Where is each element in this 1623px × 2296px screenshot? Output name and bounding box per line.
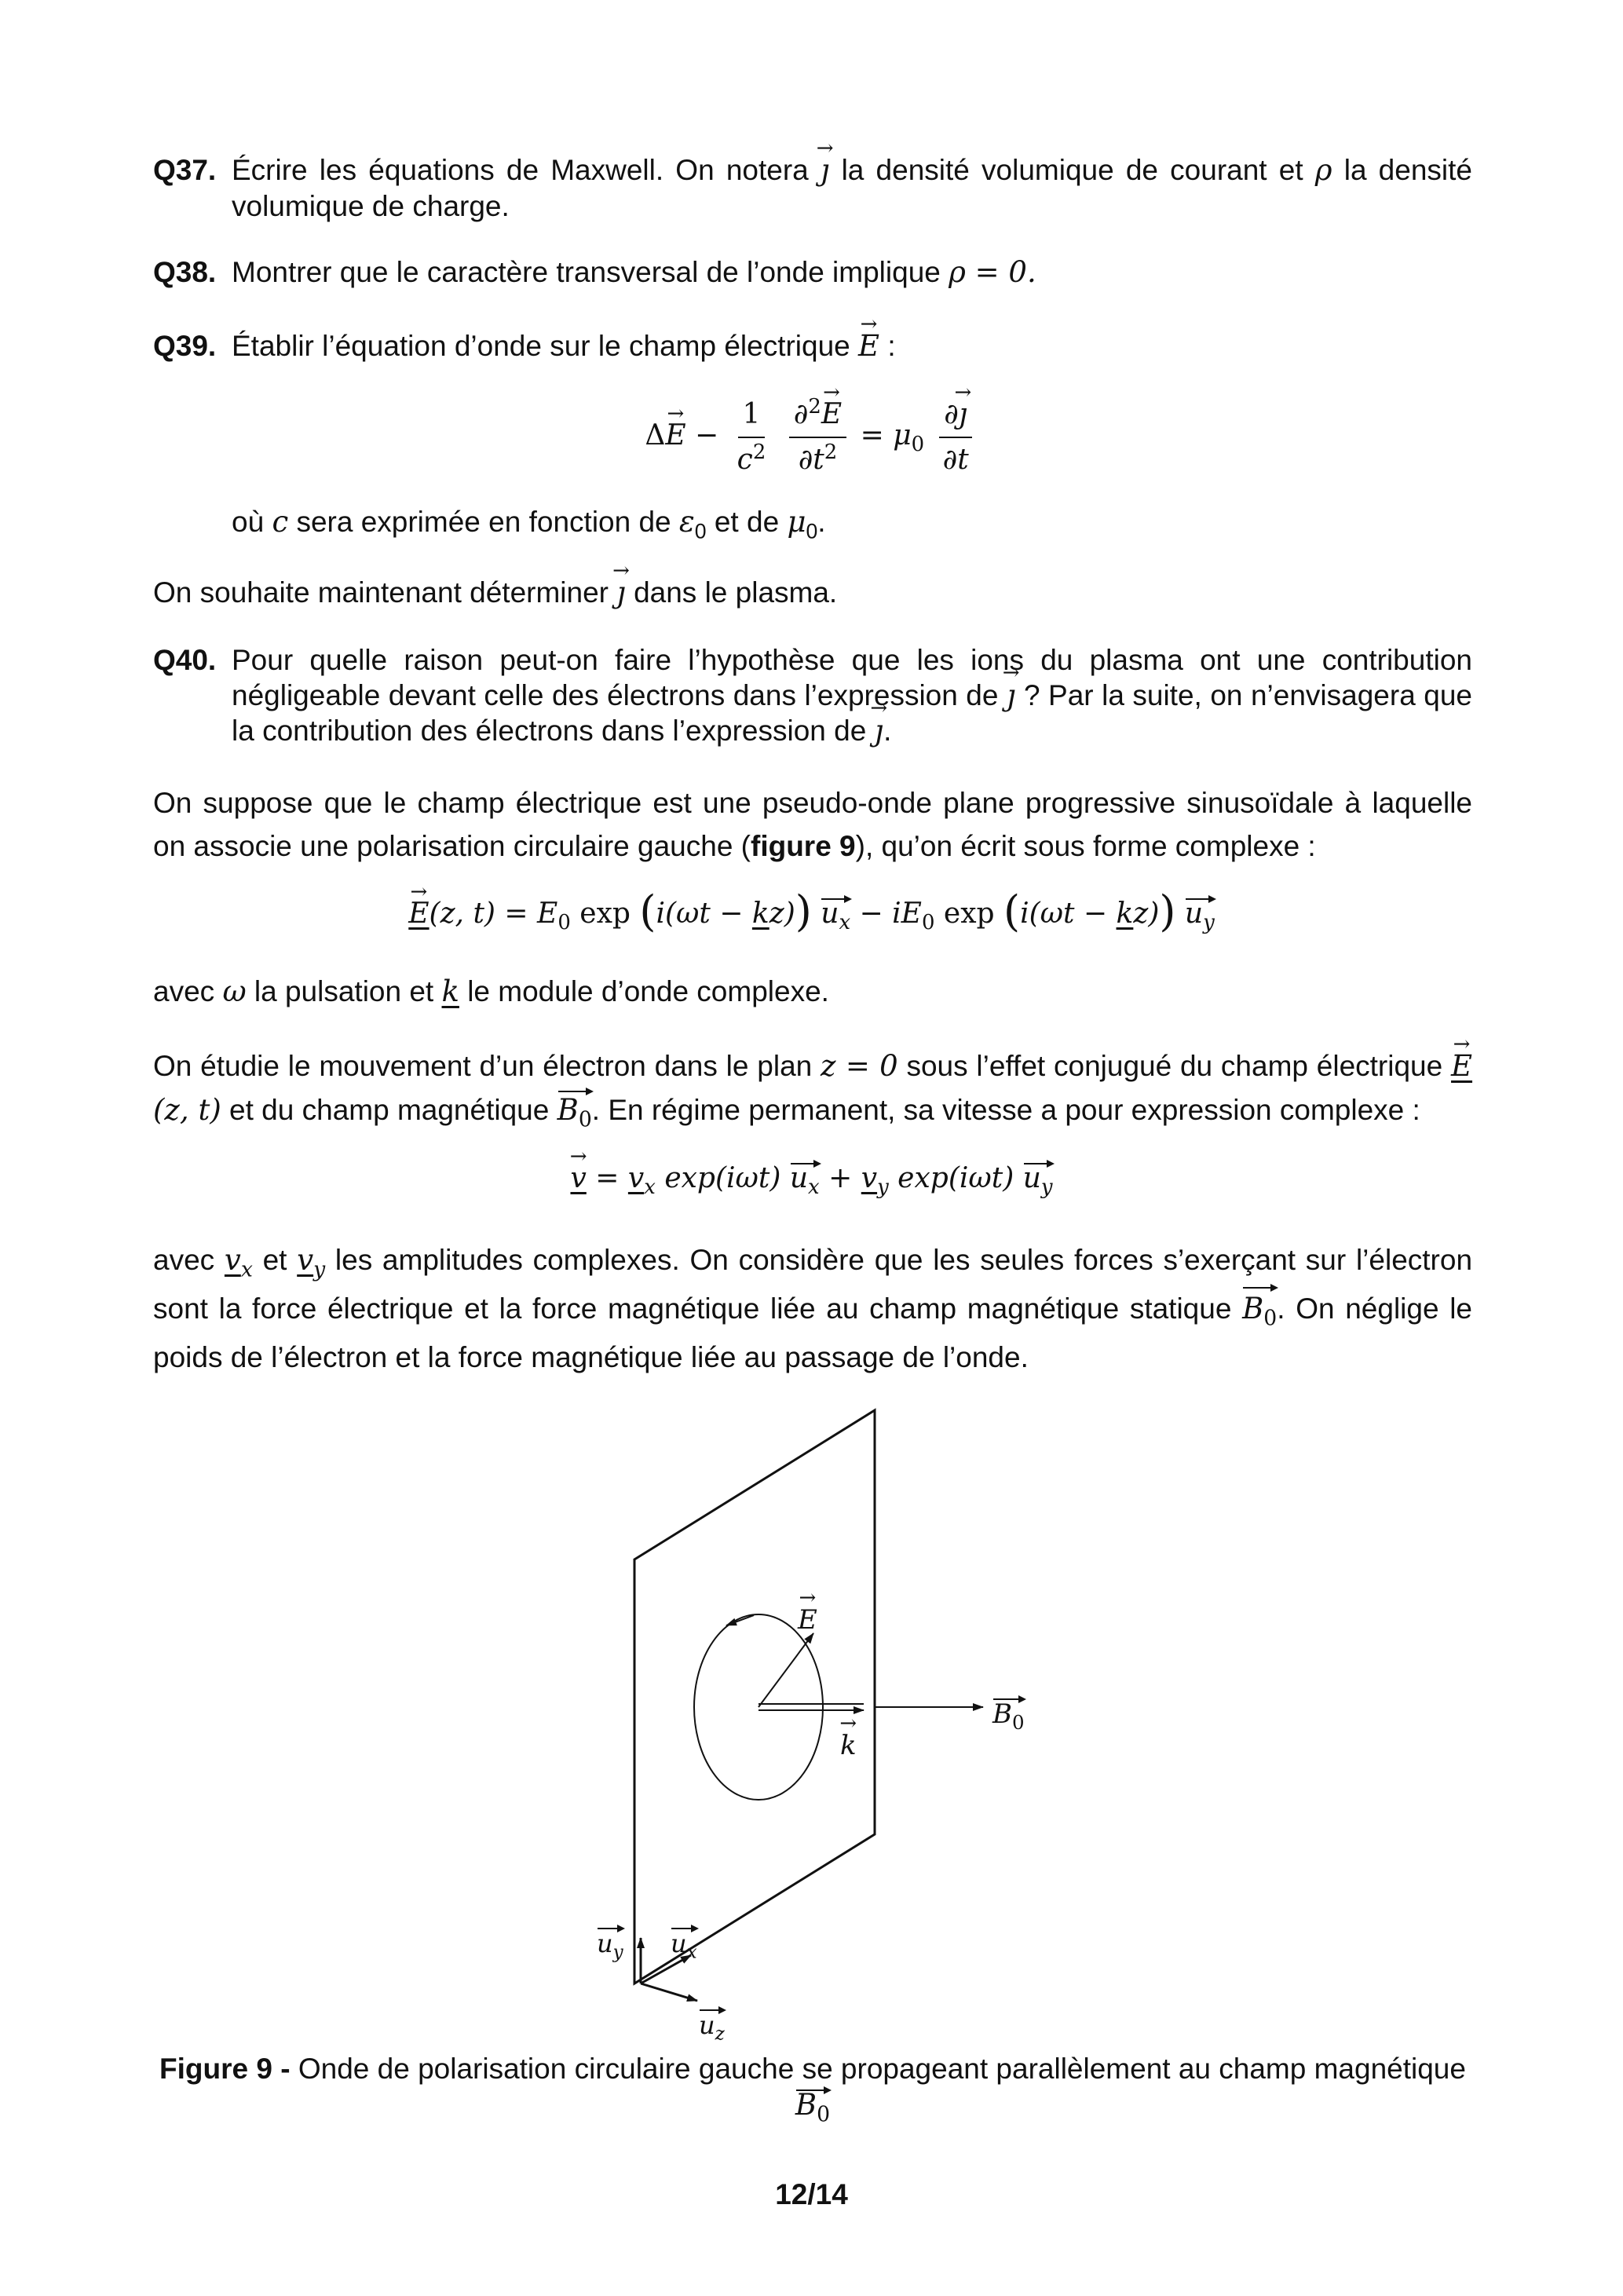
- q39-where-line: où c sera exprimée en fonction de $\varepsilon_0$ et de $\mu_0$.: [232, 505, 826, 543]
- label-b0: $B_0$: [992, 1696, 1025, 1732]
- rho-zero-formula: ρ = 0.: [949, 255, 1036, 289]
- rotation-arrow: [726, 1615, 754, 1625]
- electric-field-symbol: E →: [858, 328, 879, 364]
- velocity-equation: v → = $v_x$ exp(iωt) $u_x + v_y$ exp(iωt) $u_y$: [0, 1161, 1623, 1197]
- current-density-symbol: ȷ →: [821, 152, 829, 188]
- question-number: Q40.: [153, 644, 217, 676]
- label-uy: $u_y$: [597, 1925, 623, 1961]
- figure-caption: Figure 9 - Onde de polarisation circulaire gauche se propageant parallèlement au champ magnétique $B_0$: [159, 2053, 1466, 2127]
- question-number: Q39.: [153, 330, 217, 362]
- axis-uz: [641, 1983, 697, 2001]
- figure-reference: figure 9: [751, 830, 856, 862]
- fraction-d2E-dt2: $\frac{\partial^2E \to}{\partial t^2}$: [789, 396, 846, 479]
- question-text: Écrire les équations de Maxwell. On notera ȷ → la densité volumique de courant et ρ la densité volumique de charge.: [232, 152, 1472, 225]
- fraction-dj-dt: $\frac{\partial ȷ \to}{\partial t}$: [938, 396, 974, 479]
- paragraph-forces: avec $v_x$ et $v_y$ les amplitudes complexes. On considère que les seules forces s’exerçant sur l’électron sont la force électrique et la force magnétique liée au champ magnétique statique $B_0$. On néglige le poids de l’électron et la force magnétique liée au passage de l’onde.: [153, 1243, 1473, 1373]
- label-uz: $u_z$: [699, 2007, 725, 2043]
- question-number: Q38.: [153, 256, 217, 288]
- label-e: E →: [798, 1602, 817, 1638]
- question-text: Montrer que le caractère transversal de l’onde implique ρ = 0.: [232, 255, 1036, 289]
- electric-field-arrow: [758, 1633, 813, 1707]
- question-number: Q37.: [153, 154, 217, 186]
- unit-vector-ux: $u_x$: [821, 898, 851, 935]
- wave-equation: ΔE → − $\frac{1}{c^2}$ $\frac{\partial^2E \to}{\partial t^2}$ = $\mu_0$ $\frac{\partial ȷ \to}{\partial t}$: [0, 396, 1623, 479]
- paragraph-pulsation: avec ω la pulsation et k le module d’onde complexe.: [153, 974, 829, 1008]
- charge-density-symbol: ρ: [1314, 153, 1332, 187]
- label-ux: $u_x$: [671, 1925, 697, 1961]
- question-text: Établir l’équation d’onde sur le champ électrique E → :: [232, 328, 1472, 364]
- wave-plane: [634, 1410, 875, 1983]
- paragraph-electron-motion: On étudie le mouvement d’un électron dans le plan z = 0 sous l’effet conjugué du champ électrique E →(z, t) et du champ magnétique $B_0$. En régime permanent, sa vitesse a pour expression complexe :: [153, 1044, 1472, 1132]
- unit-vector-uy: $u_y$: [1184, 898, 1215, 935]
- paragraph-pseudo-wave: On suppose que le champ électrique est une pseudo-onde plane progressive sinusoïdale à laquelle on associe une polarisation circulaire gauche (figure 9), qu’on écrit sous forme complexe :: [153, 787, 1472, 862]
- paragraph-determine-j: On souhaite maintenant déterminer ȷ → dans le plasma.: [153, 575, 1472, 611]
- page-number: 12/14: [775, 2178, 848, 2210]
- question-text: Pour quelle raison peut-on faire l’hypothèse que les ions du plasma ont une contribution négligeable devant celle des électrons dans l’expression de ȷ → ? Par la suite, on n’envisagera que la contribution des électrons dans l’expression de ȷ →.: [232, 642, 1472, 748]
- fraction-1-over-c2: $\frac{1}{c^2}$: [733, 396, 771, 479]
- label-k: k →: [840, 1727, 857, 1764]
- electric-field-equation: E →(z, $t) = E_0$ exp (i(ωt − kz)) $u_x - iE_0$ exp (i(ωt − kz)) $u_y$: [0, 894, 1623, 932]
